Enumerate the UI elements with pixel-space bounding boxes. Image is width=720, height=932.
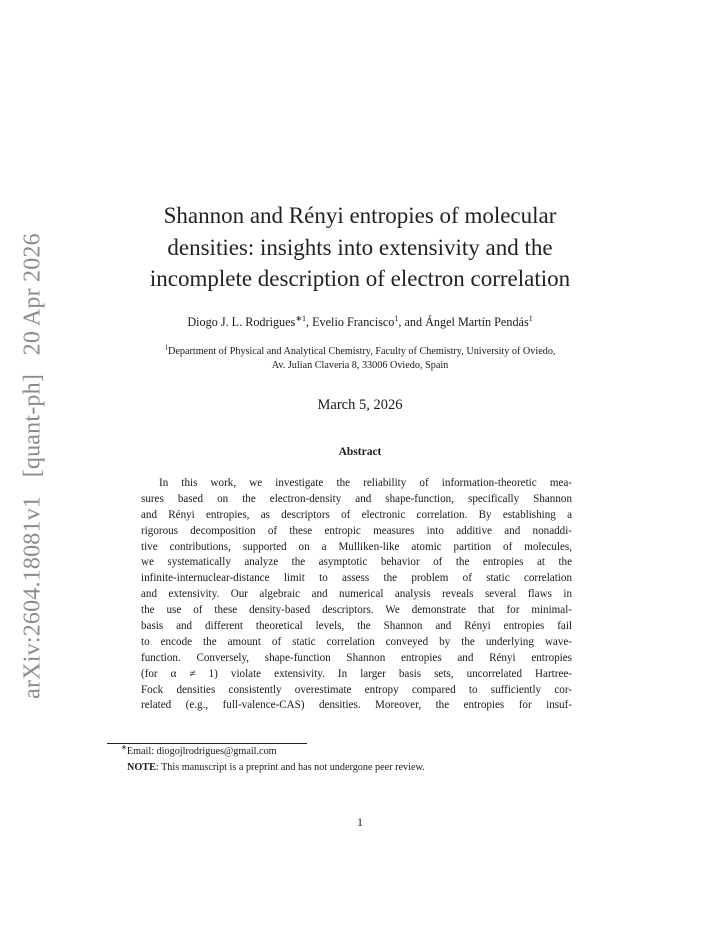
note-text: : This manuscript is a preprint and has not undergone peer review. [155,762,425,773]
arxiv-sidebar-stamp [18,233,48,699]
abstract-body [141,476,572,714]
title-line: densities: insights into extensivity and the [167,234,553,260]
abstract-line: to encode the amount of static correlation conveyed by the underlying wave- [141,635,572,648]
abstract-line: In this work, we investigate the reliability of information-theoretic mea- [159,477,572,489]
abstract-line: sures based on the electron-density and shape-function, specifically Shannon [141,492,572,505]
author-affiliation-mark: 1 [394,313,399,323]
affiliation-mark: 1 [164,343,169,352]
author-name: Evelio Francisco [312,315,395,329]
title-line: Shannon and Rényi entropies of molecular [163,203,557,228]
affiliation-line: Av. Julian Claveria 8, 33006 Oviedo, Spain [271,360,449,371]
author-affiliation-mark: ∗1 [295,313,307,323]
abstract-line: and extensivity. Our algebraic and numerical analysis reveals several flaws in [141,588,572,601]
abstract-line: function. Conversely, shape-function Shannon entropies and Rényi entropies [141,651,572,664]
paper-title [110,200,610,295]
author-name: Ángel Martín Pendás [425,315,529,329]
abstract-line: we systematically analyze the asymptotic behavior of the entropies at the [141,556,572,569]
affiliation [90,345,630,373]
footnote-note [127,762,425,773]
abstract-line: and Rényi entropies, as descriptors of electronic correlation. By establishing a [141,508,572,521]
author-name: Diogo J. L. Rodrigues [187,315,296,329]
abstract-line: basis and different theoretical levels, the Shannon and Rényi entropies fail [141,620,572,633]
arxiv-identifier: arXiv:2604.18081v1 [quant-ph] 20 Apr 2026 [19,233,46,699]
page-number: 1 [357,815,363,829]
footnote-email [121,743,277,757]
title-line: incomplete description of electron correlation [149,266,571,291]
abstract-line: the use of these density-based descriptors. We demonstrate that for minimal- [141,604,572,617]
footnote-divider [107,743,307,744]
author-list: Diogo J. L. Rodrigues$^{∗1}$, Evelio Francisco$^1$, and Ángel Martín Pendás$^1$ [187,313,533,329]
footnote-mark: ∗ [121,743,127,752]
abstract-line: infinite-internuclear-distance limit to assess the problem of static correlation [141,572,572,585]
affiliation-line: Department of Physical and Analytical Chemistry, Faculty of Chemistry, University of Oviedo, [168,346,556,357]
note-label: NOTE [127,762,156,773]
abstract-line: (for α ≠ 1) violate extensivity. In larger basis sets, uncorrelated Hartree- [141,667,572,680]
abstract-line: Fock densities consistently overestimate entropy compared to sufficiently cor- [141,683,572,696]
abstract-line: related (e.g., full-valence-CAS) densities. Moreover, the entropies for insuf- [141,699,572,712]
author-affiliation-mark: 1 [528,313,533,323]
paper-date: March 5, 2026 [317,397,403,413]
email-text: Email: diogojlrodrigues@gmail.com [126,746,277,757]
abstract-line: rigorous decomposition of these entropic measures into additive and nonaddi- [141,524,572,537]
abstract-line: tive contributions, supported on a Mulliken-like atomic partition of molecules, [141,540,572,553]
abstract-heading: Abstract [338,446,382,458]
